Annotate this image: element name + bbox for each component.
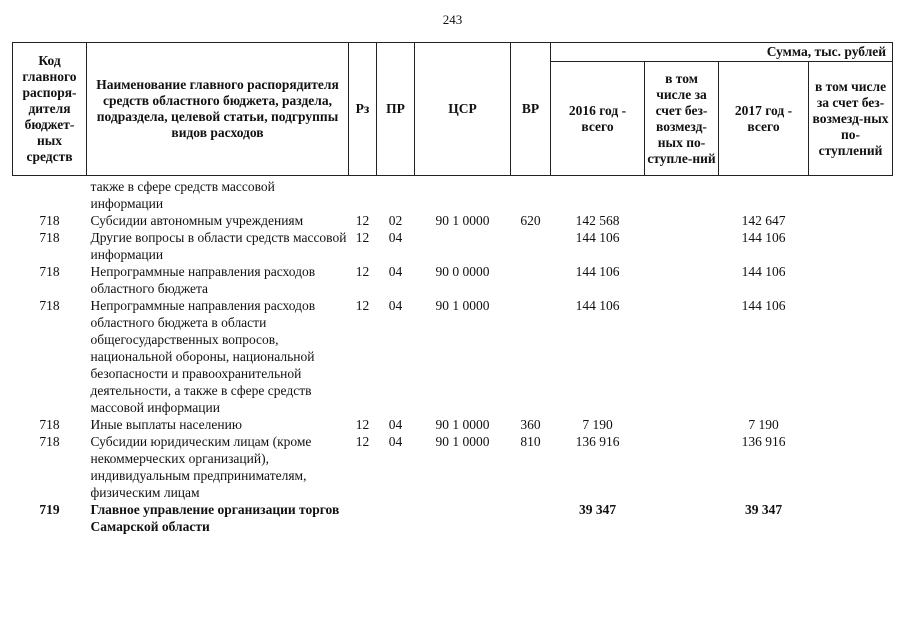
row-pr: 04 xyxy=(388,298,403,313)
row-2017-total: 7 190 xyxy=(748,417,779,432)
table-row xyxy=(13,433,893,501)
row-pr xyxy=(377,176,415,213)
row-2017-total: 144 106 xyxy=(741,264,786,279)
header-code: Код главного распоря-дителя бюджет-ных средств xyxy=(13,43,87,176)
row-2016-total: 144 106 xyxy=(575,298,620,313)
row-2016-total: 39 347 xyxy=(578,502,617,517)
row-pr: 04 xyxy=(388,264,403,279)
row-2017-including xyxy=(809,263,893,297)
row-2017-including xyxy=(809,416,893,433)
row-2017-total: 144 106 xyxy=(741,298,786,313)
row-vr: 360 xyxy=(520,417,541,432)
row-2016-including xyxy=(645,297,719,416)
row-2017-including xyxy=(809,433,893,501)
row-2016-total: 144 106 xyxy=(575,264,620,279)
row-2016-including xyxy=(645,263,719,297)
row-vr xyxy=(511,297,551,416)
row-name: также в сфере средств массовой информации xyxy=(90,179,275,211)
row-vr xyxy=(511,501,551,535)
row-2017-total xyxy=(719,176,809,213)
row-csr: 90 1 0000 xyxy=(435,417,490,432)
row-2017-including xyxy=(809,229,893,263)
row-2016-including xyxy=(645,212,719,229)
row-rz xyxy=(349,501,377,535)
row-code: 718 xyxy=(39,213,60,228)
table-row xyxy=(13,263,893,297)
row-2016-including xyxy=(645,229,719,263)
row-name: Главное управление организации торгов Самарской области xyxy=(90,502,340,534)
row-code: 718 xyxy=(39,434,60,449)
row-rz: 12 xyxy=(355,230,370,245)
row-name: Иные выплаты населению xyxy=(90,417,242,432)
row-2016-total: 142 568 xyxy=(575,213,620,228)
row-name: Другие вопросы в области средств массовой информации xyxy=(90,230,347,262)
table-row xyxy=(13,229,893,263)
row-2017-including xyxy=(809,501,893,535)
row-2017-total: 136 916 xyxy=(741,434,786,449)
table-body xyxy=(13,176,893,536)
row-csr xyxy=(415,229,511,263)
table-row xyxy=(13,297,893,416)
row-pr xyxy=(377,501,415,535)
table-row xyxy=(13,176,893,213)
header-name: Наименование главного распорядителя средств областного бюджета, раздела, подраздела, целевой статьи, подгруппы видов расходов xyxy=(87,43,349,176)
table-row xyxy=(13,416,893,433)
row-name: Субсидии автономным учреждениям xyxy=(90,213,304,228)
row-code: 718 xyxy=(39,230,60,245)
row-pr: 04 xyxy=(388,417,403,432)
header-2017-including: в том числе за счет без-возмезд-ных по-ступлений xyxy=(809,62,893,176)
row-2016-total xyxy=(551,176,645,213)
table-header xyxy=(13,43,893,176)
row-2016-including xyxy=(645,176,719,213)
row-rz: 12 xyxy=(355,213,370,228)
header-2017-total: 2017 год - всего xyxy=(719,62,809,176)
header-2016-including: в том числе за счет без-возмезд-ных по-ступле-ний xyxy=(645,62,719,176)
row-rz: 12 xyxy=(355,417,370,432)
budget-table xyxy=(12,42,893,535)
row-code: 718 xyxy=(39,264,60,279)
row-2017-including xyxy=(809,297,893,416)
header-pr: ПР xyxy=(377,43,415,176)
row-vr: 810 xyxy=(520,434,541,449)
row-csr: 90 1 0000 xyxy=(435,434,490,449)
row-csr: 90 1 0000 xyxy=(435,213,490,228)
row-name: Непрограммные направления расходов областного бюджета в области общегосударственных вопросов, национальной обороны, национальной безопасности и правоохранительной деятельности, а также в сфере средств массовой информации xyxy=(90,298,316,415)
table-row xyxy=(13,212,893,229)
header-csr: ЦСР xyxy=(415,43,511,176)
header-sum-title: Сумма, тыс. рублей xyxy=(551,43,893,62)
row-2016-including xyxy=(645,501,719,535)
row-vr xyxy=(511,176,551,213)
row-code: 719 xyxy=(39,502,60,517)
row-vr: 620 xyxy=(520,213,541,228)
row-rz: 12 xyxy=(355,298,370,313)
row-2016-including xyxy=(645,416,719,433)
row-rz: 12 xyxy=(355,264,370,279)
row-csr: 90 1 0000 xyxy=(435,298,490,313)
row-name: Непрограммные направления расходов областного бюджета xyxy=(90,264,316,296)
row-2016-total: 7 190 xyxy=(582,417,613,432)
row-2016-total: 136 916 xyxy=(575,434,620,449)
row-pr: 04 xyxy=(388,230,403,245)
row-2017-total: 39 347 xyxy=(744,502,783,517)
row-2016-including xyxy=(645,433,719,501)
row-rz: 12 xyxy=(355,434,370,449)
header-vr: ВР xyxy=(511,43,551,176)
row-code: 718 xyxy=(39,417,60,432)
row-pr: 02 xyxy=(388,213,403,228)
row-pr: 04 xyxy=(388,434,403,449)
row-rz xyxy=(349,176,377,213)
row-2017-total: 144 106 xyxy=(741,230,786,245)
row-vr xyxy=(511,229,551,263)
table-row xyxy=(13,501,893,535)
row-vr xyxy=(511,263,551,297)
row-code xyxy=(13,176,87,213)
row-csr xyxy=(415,501,511,535)
row-2017-including xyxy=(809,212,893,229)
row-csr: 90 0 0000 xyxy=(435,264,490,279)
page-number: 243 xyxy=(442,12,463,27)
row-name: Субсидии юридическим лицам (кроме некоммерческих организаций), индивидуальным предпринимателям, физическим лицам xyxy=(90,434,312,500)
header-rz: Рз xyxy=(349,43,377,176)
row-2016-total: 144 106 xyxy=(575,230,620,245)
header-2016-total: 2016 год - всего xyxy=(551,62,645,176)
row-2017-including xyxy=(809,176,893,213)
row-2017-total: 142 647 xyxy=(741,213,786,228)
row-csr xyxy=(415,176,511,213)
row-code: 718 xyxy=(39,298,60,313)
